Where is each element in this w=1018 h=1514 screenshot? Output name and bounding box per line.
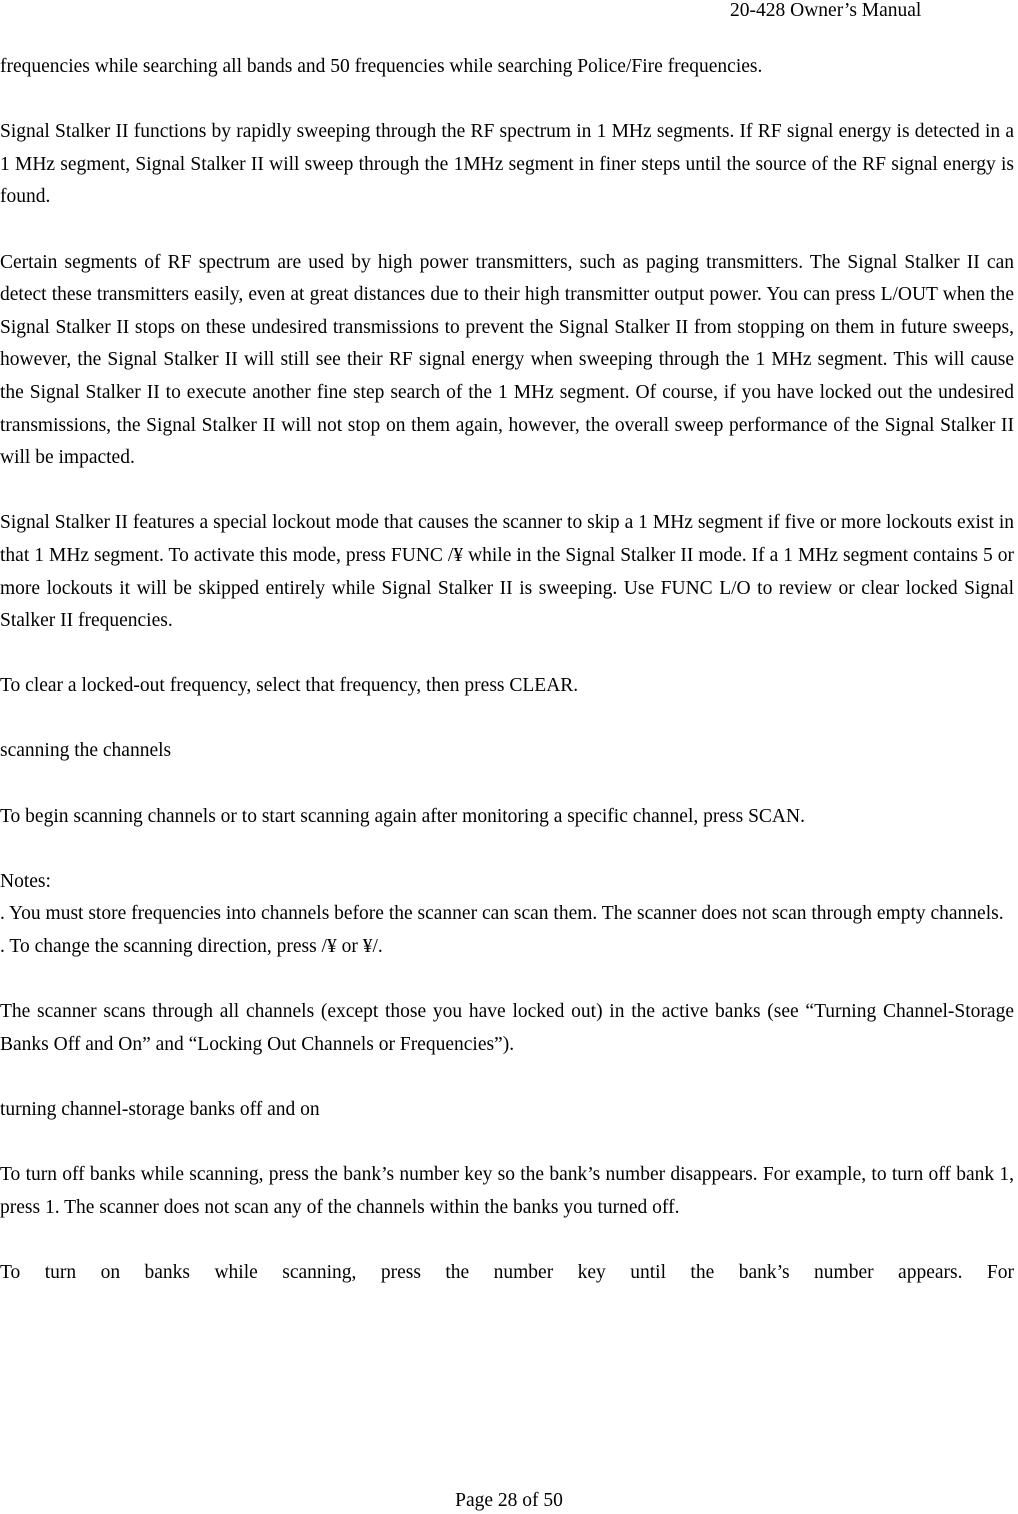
section-heading-banks-off-on: turning channel-storage banks off and on — [0, 1099, 320, 1120]
section-heading-scanning-channels: scanning the channels — [0, 740, 172, 762]
paragraph-signal-stalker-function: Signal Stalker II functions by rapidly sweeping through the RF spectrum in 1 MHz segments. If RF signal energy is detected in a 1 MHz segment, Signal Stalker II will sweep through the 1MHz segment in finer steps until the source of the RF signal energy is found. — [0, 121, 1014, 208]
page-footer — [0, 1490, 1018, 1512]
notes-block — [0, 866, 1014, 964]
paragraph-continuation: frequencies while searching all bands and 50 frequencies while searching Police/Fire frequencies. — [0, 56, 763, 77]
notes-item: . You must store frequencies into channels before the scanner can scan them. The scanner does not scan through empty channels. — [0, 903, 1004, 925]
paragraph-turn-on-banks: To turn on banks while scanning, press the number key until the bank’s number appears. For — [0, 1261, 1014, 1283]
notes-heading: Notes: — [0, 870, 51, 892]
manual-title: 20-428 Owner’s Manual — [730, 0, 922, 21]
paragraph-turn-off-banks: To turn off banks while scanning, press the bank’s number key so the bank’s number disappears. For example, to turn off bank 1, press 1. The scanner does not scan any of the channels within the banks you turned off. — [0, 1164, 1014, 1218]
paragraph-active-banks: The scanner scans through all channels (except those you have locked out) in the active banks (see “Turning Channel-Storage Banks Off and On” and “Locking Out Channels or Frequencies”). — [0, 1001, 1014, 1055]
paragraph-clear-lockout: To clear a locked-out frequency, select that frequency, then press CLEAR. — [0, 675, 579, 697]
notes-item: . To change the scanning direction, press /¥ or ¥/. — [0, 936, 383, 958]
page-body — [0, 51, 1014, 1290]
paragraph-high-power-transmitters: Certain segments of RF spectrum are used by high power transmitters, such as paging transmitters. The Signal Stalker II can detect these transmitters easily, even at great distances due to their high transmitter output power. You can press L/OUT when the Signal Stalker II stops on these undesired transmissions to prevent the Signal Stalker II from stopping on them in future sweeps, however, the Signal Stalker II will still see their RF signal energy when sweeping through the 1 MHz segment. This will cause the Signal Stalker II to execute another fine step search of the 1 MHz segment. Of course, if you have locked out the undesired transmissions, the Signal Stalker II will not stop on them again, however, the overall sweep performance of the Signal Stalker II will be impacted. — [0, 251, 1014, 469]
paragraph-begin-scanning: To begin scanning channels or to start scanning again after monitoring a specific channel, press SCAN. — [0, 805, 805, 827]
page-number: Page 28 of 50 — [455, 1490, 563, 1511]
paragraph-special-lockout-mode: Signal Stalker II features a special lockout mode that causes the scanner to skip a 1 MHz segment if five or more lockouts exist in that 1 MHz segment. To activate this mode, press FUNC /¥ while in the Signal Stalker II mode. If a 1 MHz segment contains 5 or more lockouts it will be skipped entirely while Signal Stalker II is sweeping. Use FUNC L/O to review or clear locked Signal Stalker II frequencies. — [0, 512, 1014, 632]
page-header — [730, 0, 1010, 22]
